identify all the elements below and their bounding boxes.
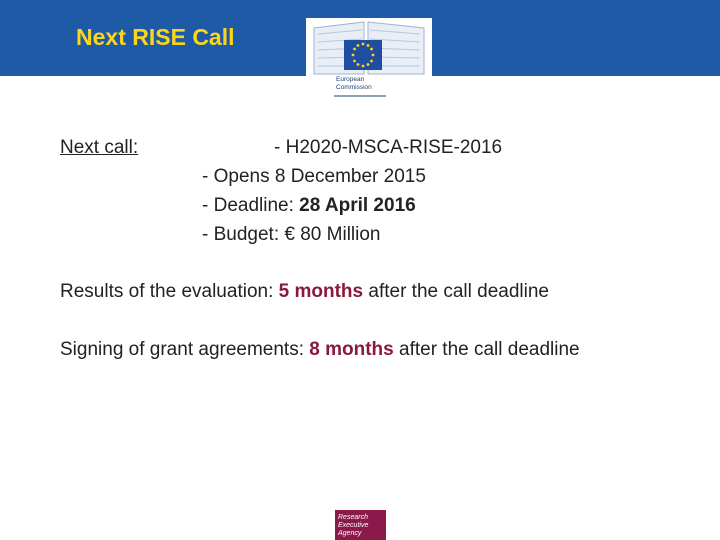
call-id-line: - H2020-MSCA-RISE-2016 [274,137,503,158]
call-budget-line: - Budget: € 80 Million [202,224,381,245]
deadline-value: 28 April 2016 [299,195,416,216]
results-line: Results of the evaluation: 5 months after the call deadline [60,281,549,302]
agency-logo-text: Research Executive Agency [338,514,369,537]
european-commission-logo-text: European Commission [336,76,372,91]
slide-title: Next RISE Call [76,24,235,50]
call-opens-line: - Opens 8 December 2015 [202,166,426,187]
call-deadline-line: - Deadline: 28 April 2016 [202,195,416,216]
signing-line: Signing of grant agreements: 8 months after the call deadline [60,339,580,360]
results-value: 5 months [278,281,364,302]
next-call-label: Next call: [60,137,139,158]
research-executive-agency-logo [335,510,386,540]
signing-value: 8 months [309,339,394,360]
